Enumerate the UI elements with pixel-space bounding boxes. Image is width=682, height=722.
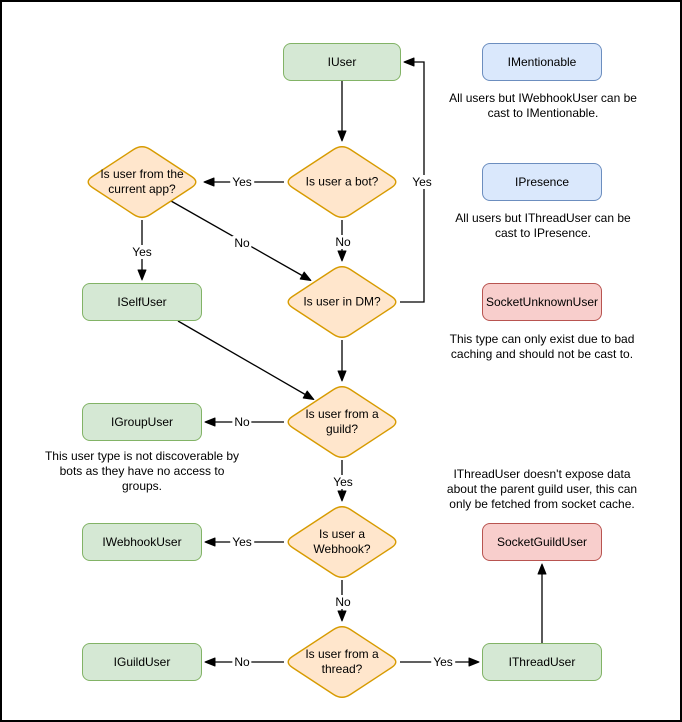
node-imentionable — [482, 43, 602, 81]
node-imentionable-label: IMentionable — [507, 55, 577, 69]
edge-label-thread-no: No — [234, 655, 250, 669]
decision-label-from-guild: Is user from a guild? — [305, 407, 379, 436]
edge-label-dm-yes: Yes — [412, 175, 432, 189]
edge-label-guild-no: No — [234, 415, 250, 429]
annotation-ipresence-note: All users but IThreadUser can be cast to IPresence. — [455, 211, 631, 240]
edge-label-thread-yes: Yes — [433, 655, 453, 669]
node-iuser-label: IUser — [327, 55, 357, 69]
node-socketunknownuser-label: SocketUnknownUser — [485, 295, 599, 309]
node-iuser — [283, 43, 401, 81]
node-iguilduser — [82, 643, 202, 681]
edge-label-bot-yes: Yes — [232, 175, 252, 189]
edge-label-current-app-no: No — [234, 236, 250, 250]
edge-label-guild-yes: Yes — [333, 475, 353, 489]
edge-label-webhook-yes: Yes — [232, 535, 252, 549]
node-iguilduser-label: IGuildUser — [113, 655, 171, 669]
annotation-socket-unknown-note: This type can only exist due to bad caching and should not be cast to. — [449, 332, 635, 361]
node-igroupuser — [82, 403, 202, 441]
edge-label-bot-no: No — [335, 235, 351, 249]
edge-iselfuser-to-fromguild — [178, 321, 313, 399]
decision-label-from-thread: Is user from a thread? — [305, 647, 379, 676]
node-igroupuser-label: IGroupUser — [110, 415, 174, 429]
node-iselfuser-label: ISelfUser — [117, 295, 167, 309]
node-ithreaduser-label: IThreadUser — [508, 655, 576, 669]
edge-label-webhook-no: No — [335, 595, 351, 609]
node-ipresence — [482, 163, 602, 201]
node-ipresence-label: IPresence — [514, 175, 570, 189]
node-iselfuser — [82, 283, 202, 321]
node-iwebhookuser-label: IWebhookUser — [102, 535, 182, 549]
node-socketguilduser — [482, 523, 602, 561]
annotation-ithreaduser-note: IThreadUser doesn't expose data about the parent guild user, this can only be fetched from socket cache. — [446, 467, 638, 511]
decision-label-is-bot: Is user a bot? — [305, 174, 379, 189]
decision-label-in-dm: Is user in DM? — [303, 294, 381, 309]
node-socketunknownuser — [482, 283, 602, 321]
annotation-imentionable-note: All users but IWebhookUser can be cast to IMentionable. — [449, 91, 637, 120]
node-iwebhookuser — [82, 523, 202, 561]
decision-label-is-webhook: Is user a Webhook? — [313, 527, 371, 556]
edge-label-current-app-yes: Yes — [132, 245, 152, 259]
annotation-igroupuser-note: This user type is not discoverable by bots as they have no access to groups. — [44, 449, 240, 493]
node-socketguilduser-label: SocketGuildUser — [496, 535, 588, 549]
node-ithreaduser — [482, 643, 602, 681]
decision-label-from-current-app: Is user from the current app? — [100, 167, 184, 196]
